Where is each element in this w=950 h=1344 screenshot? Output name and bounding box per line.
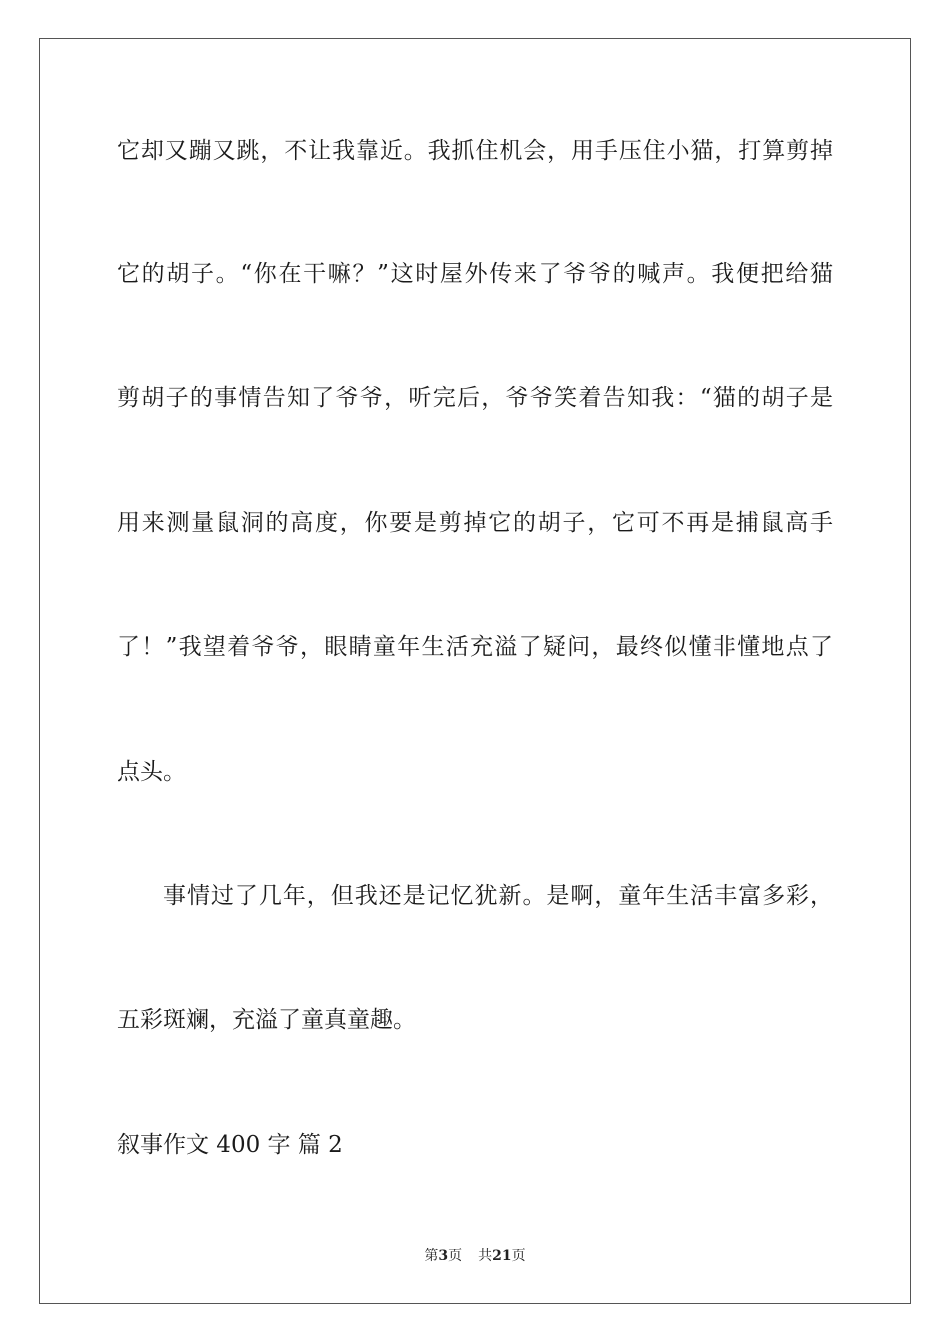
page-footer (0, 1247, 950, 1265)
footer-total-suffix: 页 (511, 1248, 526, 1264)
footer-total-prefix: 共 (478, 1248, 493, 1264)
footer-prefix: 第 (424, 1248, 439, 1264)
body-line-5: 了！”我望着爷爷，眼睛童年生活充溢了疑问，最终似懂非懂地点了 (117, 634, 833, 660)
body-line-8: 五彩斑斓，充溢了童真童趣。 (117, 1007, 416, 1033)
body-line-4: 用来测量鼠洞的高度，你要是剪掉它的胡子，它可不再是捕鼠高手 (117, 510, 833, 536)
section-heading: 叙事作文 400 字 篇 2 (117, 1132, 343, 1158)
body-line-2: 它的胡子。“你在干嘛？”这时屋外传来了爷爷的喊声。我便把给猫 (117, 261, 833, 287)
footer-page-suffix: 页 (448, 1248, 463, 1264)
body-line-1: 它却又蹦又跳，不让我靠近。我抓住机会，用手压住小猫，打算剪掉 (117, 138, 833, 164)
body-line-7: 事情过了几年，但我还是记忆犹新。是啊，童年生活丰富多彩， (163, 883, 833, 909)
body-line-6: 点头。 (117, 759, 186, 785)
footer-total-pages: 21 (492, 1248, 512, 1264)
body-line-3: 剪胡子的事情告知了爷爷，听完后，爷爷笑着告知我：“猫的胡子是 (117, 385, 833, 411)
page-border (39, 38, 911, 1304)
footer-current-page: 3 (438, 1248, 449, 1264)
